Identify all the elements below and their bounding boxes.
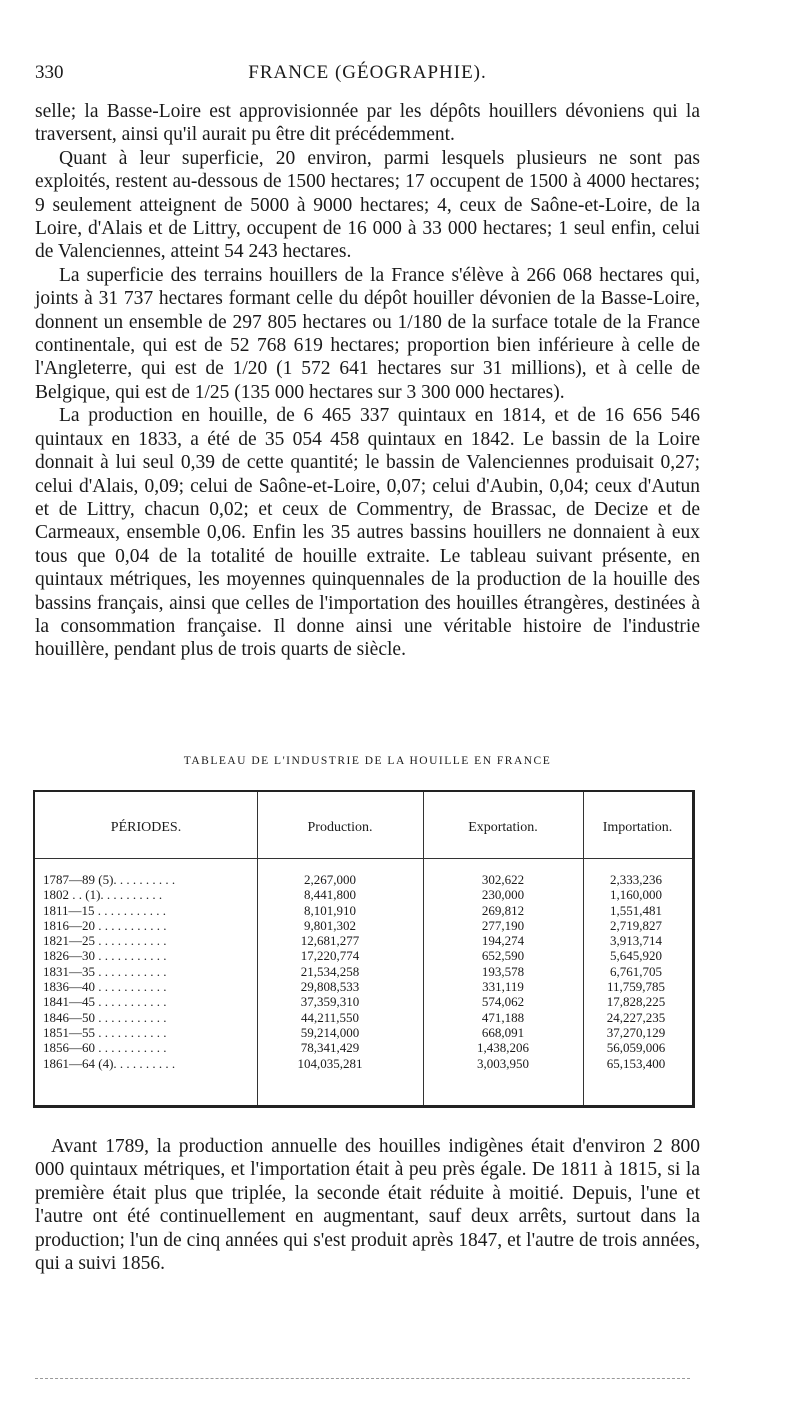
header-exportation: Exportation.: [468, 820, 538, 835]
period-cell: 1821—25 . . . . . . . . . . .: [43, 933, 167, 949]
production-cell: 29,808,533: [300, 979, 360, 995]
period-cell: 1861—64 (4). . . . . . . . . .: [43, 1055, 176, 1071]
period-cell: 1816—20 . . . . . . . . . . .: [43, 917, 167, 933]
period-cell: 1831—35 . . . . . . . . . . .: [43, 963, 167, 979]
table-row: [35, 872, 692, 887]
production-cell: 8,101,910: [304, 902, 356, 918]
table-row: [35, 1025, 692, 1040]
period-cell: 1856—60 . . . . . . . . . . .: [43, 1040, 167, 1056]
coal-industry-table: [33, 790, 695, 1108]
production-cell: 12,681,277: [300, 933, 360, 949]
exportation-cell: 302,622: [481, 872, 525, 887]
table-row: [35, 1040, 692, 1055]
paragraph-4: La production en houille, de 6 465 337 quintaux en 1814, et de 16 656 546 quintaux en 1833, a été de 35 054 458 quintaux en 1842. Le bassin de la Loire donnait à lui seul 0,39 de cette quantité; le bassin de Valenciennes produisait 0,27; celui d'Alais, 0,09; celui de Saône-et-Loire, 0,07; celui d'Aubin, 0,04; ceux d'Autun et de Littry, chacun 0,02; et ceux de Commentry, de Brassac, de Decize et de Carmeaux, ensemble 0,06. Enfin les 35 autres bassins houillers ne donnaient à eux tous que 0,04 de la totalité de houille extraite. Le tableau suivant présente, en quintaux métriques, les moyennes quinquennales de la production de la houille des bassins français, ainsi que celles de l'importation des houilles étrangères, destinées à la consommation française. Il donne ainsi une véritable histoire de l'industrie houillère, pendant plus de trois quarts de siècle.: [35, 405, 700, 661]
paragraph-2: Quant à leur superficie, 20 environ, parmi lesquels plusieurs ne sont pas exploités, restent au-dessous de 1500 hectares; 17 occupent de 1500 à 4000 hectares; 9 seulement atteignent de 5000 à 9000 hectares; 4, ceux de Saône-et-Loire, de la Loire, d'Alais et de Littry, occupent de 16 000 à 33 000 hectares; 1 seul enfin, celui de Valenciennes, atteint 54 243 hectares.: [35, 147, 700, 263]
table-body: [35, 872, 692, 1071]
exportation-cell: 230,000: [481, 887, 525, 903]
table-row: [35, 964, 692, 979]
importation-cell: 5,645,920: [610, 948, 662, 964]
importation-cell: 6,761,705: [610, 963, 662, 979]
importation-cell: 2,333,236: [610, 872, 662, 887]
page-number: 330: [35, 62, 64, 83]
importation-cell: 17,828,225: [606, 994, 666, 1010]
exportation-cell: 331,119: [482, 979, 524, 995]
exportation-cell: 269,812: [481, 902, 525, 918]
table-row: [35, 933, 692, 948]
exportation-cell: 652,590: [481, 948, 525, 964]
production-cell: 8,441,800: [304, 887, 356, 903]
period-cell: 1841—45 . . . . . . . . . . .: [43, 994, 167, 1010]
period-cell: 1846—50 . . . . . . . . . . .: [43, 1009, 167, 1025]
page-header: [35, 62, 700, 90]
importation-cell: 56,059,006: [606, 1040, 666, 1056]
period-cell: 1811—15 . . . . . . . . . . .: [43, 902, 167, 918]
paragraph-3: La superficie des terrains houillers de la France s'élève à 266 068 hectares qui, joints à 31 737 hectares formant celle du dépôt houiller dévonien de la Basse-Loire, donnent un ensemble de 297 805 hectares ou 1/180 de la surface totale de la France continentale, qui est de 52 768 619 hectares; proportion bien inférieure à celle de l'Angleterre, qui est de 1/20 (1 572 641 hectares sur 31 millions), et à celle de Belgique, qui est de 1/25 (135 000 hectares sur 3 300 000 hectares).: [35, 264, 700, 403]
importation-cell: 37,270,129: [606, 1024, 666, 1040]
production-cell: 37,359,310: [300, 994, 360, 1010]
running-title: FRANCE (GÉOGRAPHIE).: [248, 62, 487, 83]
importation-cell: 11,759,785: [606, 979, 666, 995]
period-cell: 1851—55 . . . . . . . . . . .: [43, 1024, 167, 1040]
importation-cell: 3,913,714: [610, 933, 662, 949]
exportation-cell: 194,274: [481, 933, 525, 949]
period-cell: 1787—89 (5). . . . . . . . . .: [43, 872, 176, 887]
importation-cell: 2,719,827: [610, 917, 662, 933]
table-row: [35, 918, 692, 933]
production-cell: 2,267,000: [304, 872, 356, 887]
production-cell: 9,801,302: [304, 917, 356, 933]
importation-cell: 1,551,481: [610, 902, 662, 918]
production-cell: 78,341,429: [300, 1040, 360, 1056]
period-cell: 1836—40 . . . . . . . . . . .: [43, 979, 167, 995]
importation-cell: 65,153,400: [606, 1055, 666, 1071]
header-rule: [35, 858, 692, 859]
production-cell: 59,214,000: [300, 1024, 360, 1040]
table-row: [35, 887, 692, 902]
production-cell: 17,220,774: [300, 948, 360, 964]
paragraph-1: selle; la Basse-Loire est approvisionnée par les dépôts houillers dévoniens qui la traversent, ainsi qu'il aurait pu être dit précédemment.: [35, 101, 700, 146]
production-cell: 104,035,281: [297, 1055, 363, 1071]
table-row: [35, 994, 692, 1009]
exportation-cell: 277,190: [481, 917, 525, 933]
body-text: [35, 100, 700, 662]
table-row: [35, 979, 692, 994]
header-production: Production.: [307, 820, 373, 835]
header-importation: Importation.: [602, 820, 673, 835]
header-periodes: PÉRIODES.: [110, 820, 182, 835]
closing-text: [35, 1135, 700, 1275]
period-cell: 1826—30 . . . . . . . . . . .: [43, 948, 167, 964]
table-row: [35, 903, 692, 918]
production-cell: 21,534,258: [300, 963, 360, 979]
production-cell: 44,211,550: [300, 1009, 360, 1025]
importation-cell: 1,160,000: [610, 887, 662, 903]
exportation-cell: 574,062: [481, 994, 525, 1010]
exportation-cell: 471,188: [481, 1009, 525, 1025]
closing-paragraph: Avant 1789, la production annuelle des houilles indigènes était d'environ 2 800 000 quintaux métriques, et l'importation était à peu près égale. De 1811 à 1815, si la première était plus que triplée, la seconde était réduite à moitié. Depuis, l'une et l'autre ont été continuellement en augmentant, sauf deux arrêts, surtout dans la production; l'un de cinq années qui s'est produit après 1847, et l'autre de trois années, qui a suivi 1856.: [35, 1136, 700, 1275]
table-row: [35, 1056, 692, 1071]
exportation-cell: 668,091: [481, 1024, 525, 1040]
exportation-cell: 193,578: [481, 963, 525, 979]
importation-cell: 24,227,235: [606, 1009, 666, 1025]
table-title: TABLEAU DE L'INDUSTRIE DE LA HOUILLE EN FRANCE: [183, 755, 552, 767]
exportation-cell: 3,003,950: [477, 1055, 529, 1071]
period-cell: 1802 . . (1). . . . . . . . . .: [43, 887, 163, 903]
footer-rule: [35, 1378, 690, 1379]
table-row: [35, 948, 692, 963]
exportation-cell: 1,438,206: [477, 1040, 529, 1056]
table-row: [35, 1010, 692, 1025]
